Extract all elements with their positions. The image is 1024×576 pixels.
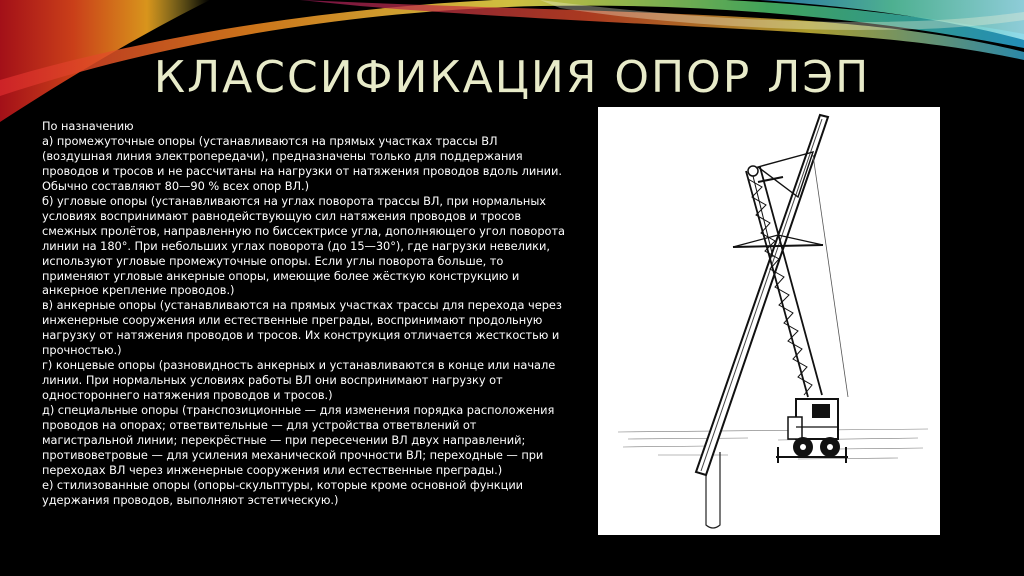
crane-pole-figure	[598, 107, 940, 535]
paragraph-intro: По назначению	[42, 119, 134, 133]
paragraph-stylized-supports: е) стилизованные опоры (опоры-скульптуры, которые кроме основной функции удержания проводов, выполняют эстетическую.)	[42, 477, 524, 507]
crane-raising-power-pole-illustration	[598, 107, 940, 535]
paragraph-angle-supports: б) угловые опоры (устанавливаются на углах поворота трассы ВЛ, при нормальных условиях воспринимают равнодействующую сил натяжения проводов и тросов смежных пролётов, направленную по биссектрисе угла, дополняющего угол поворота линии на 180°. При небольших углах поворота (до 15—30°), где нагрузки невелики, используют угловые промежуточные опоры. Если углы поворота больше, то применяют угловые анкерные опоры, имеющие более жёсткую конструкцию и анкерное крепление проводов.)	[42, 193, 565, 298]
paragraph-intermediate-supports: а) промежуточные опоры (устанавливаются на прямых участках трассы ВЛ (воздушная линия электропередачи), предназначены только для поддержания проводов и тросов и не рассчитаны на нагрузки от натяжения проводов вдоль линии. Обычно составляют 80—90 % всех опор ВЛ.)	[42, 133, 562, 193]
paragraph-special-supports: д) специальные опоры (транспозиционные — для изменения порядка расположения проводов на опорах; ответвительные — для устройства ответвлений от магистральной линии; перекрёстные — при пересечении ВЛ двух направлений; противоветровые — для усиления механической прочности ВЛ; переходные — при переходах ВЛ через инженерные сооружения или естественные преграды.)	[42, 403, 555, 477]
slide-title: КЛАССИФИКАЦИЯ ОПОР ЛЭП	[153, 52, 871, 103]
slide-body-text	[42, 119, 570, 508]
paragraph-anchor-supports: в) анкерные опоры (устанавливаются на прямых участках трассы для перехода через инженерные сооружения или естественные преграды, воспринимают продольную нагрузку от натяжения проводов и тросов. Их конструкция отличается жесткостью и прочностью.)	[42, 298, 562, 358]
paragraph-terminal-supports: г) концевые опоры (разновидность анкерных и устанавливаются в конце или начале линии. При нормальных условиях работы ВЛ они воспринимают нагрузку от одностороннего натяжения проводов и тросов.)	[42, 358, 556, 403]
